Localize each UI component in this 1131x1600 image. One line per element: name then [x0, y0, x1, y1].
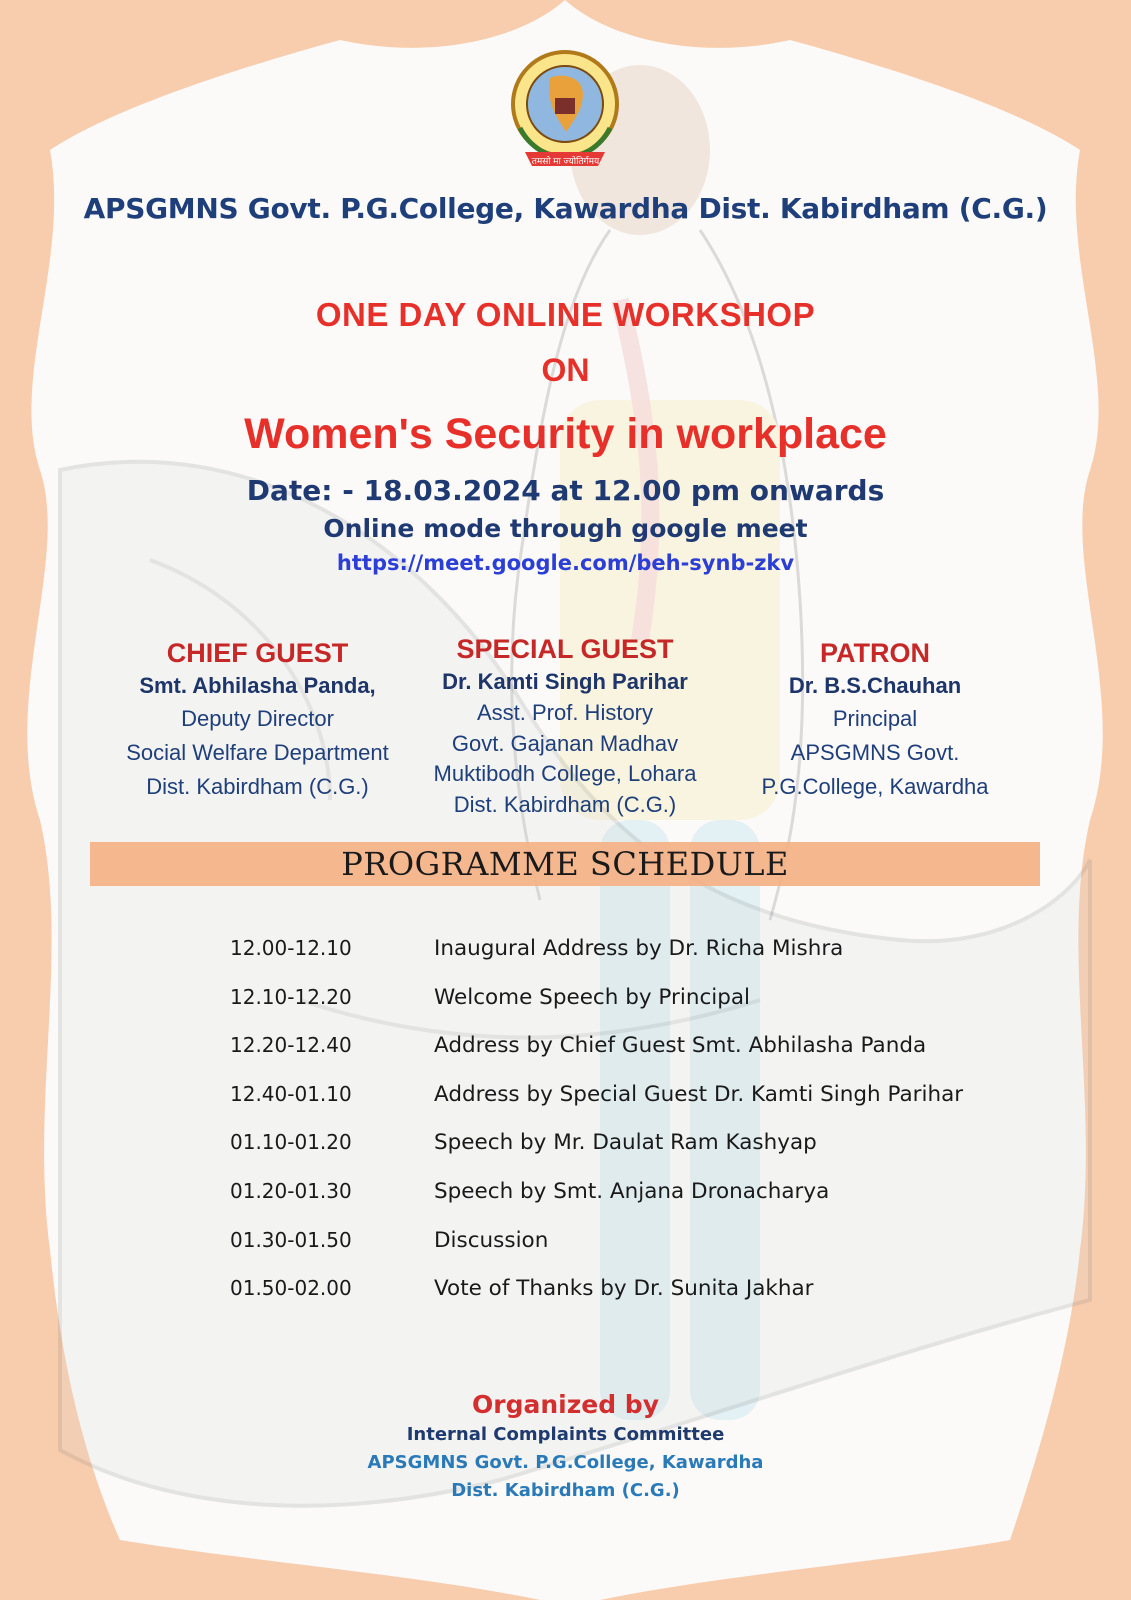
special-guest-line: Muktibodh College, Lohara: [433, 761, 697, 786]
organizer-college: APSGMNS Govt. P.G.College, Kawardha: [367, 1452, 764, 1473]
chief-guest-heading: CHIEF GUEST: [166, 638, 349, 668]
workshop-date: Date: - 18.03.2024 at 12.00 pm onwards: [246, 474, 885, 507]
patron-line: Principal: [832, 706, 918, 731]
schedule-row: [0, 1276, 1131, 1316]
meet-link[interactable]: https://meet.google.com/beh-synb-zkv: [336, 551, 795, 575]
schedule-row: [0, 1228, 1131, 1268]
schedule-title: PROGRAMME SCHEDULE: [341, 845, 789, 883]
schedule-activity: Address by Chief Guest Smt. Abhilasha Panda: [434, 1033, 927, 1059]
schedule-row: [0, 936, 1131, 976]
patron-heading: PATRON: [820, 638, 930, 668]
chief-guest-line: Dist. Kabirdham (C.G.): [146, 774, 369, 799]
chief-guest-name: Smt. Abhilasha Panda,: [139, 673, 376, 698]
schedule-time: 12.40-01.10: [230, 1081, 352, 1106]
schedule-time: 12.00-12.10: [230, 936, 352, 960]
special-guest-line: Dist. Kabirdham (C.G.): [453, 791, 677, 817]
schedule-time: 01.10-01.20: [230, 1130, 352, 1155]
logo-motto: तमसो मा ज्योतिर्गमय: [531, 156, 600, 166]
schedule-time: 12.10-12.20: [230, 984, 352, 1009]
organizer-district: Dist. Kabirdham (C.G.): [451, 1480, 680, 1501]
chief-guest-line: Deputy Director: [181, 706, 334, 731]
schedule-activity: Inaugural Address by Dr. Richa Mishra: [434, 936, 844, 961]
patron-line: P.G.College, Kawardha: [761, 774, 989, 799]
schedule-time: 01.50-02.00: [230, 1276, 352, 1301]
college-name: APSGMNS Govt. P.G.College, Kawardha Dist. Kabirdham (C.G.): [83, 192, 1048, 225]
schedule-row: [0, 1033, 1131, 1073]
schedule-row: [0, 985, 1131, 1025]
special-guest-line: Govt. Gajanan Madhav: [451, 730, 679, 756]
workshop-heading: ONE DAY ONLINE WORKSHOP: [315, 296, 816, 333]
organizer-committee: Internal Complaints Committee: [406, 1424, 725, 1445]
schedule-row: [0, 1179, 1131, 1219]
special-guest-name: Dr. Kamti Singh Parihar: [442, 669, 688, 694]
special-guest-heading: SPECIAL GUEST: [456, 634, 674, 664]
schedule-activity: Welcome Speech by Principal: [434, 984, 751, 1010]
schedule-row: [0, 1082, 1131, 1122]
schedule-time: 01.30-01.50: [230, 1227, 352, 1252]
special-guest-line: Asst. Prof. History: [476, 700, 654, 725]
special-guest-block: [420, 632, 710, 820]
workshop-mode: Online mode through google meet: [323, 514, 808, 543]
schedule-activity: Speech by Mr. Daulat Ram Kashyap: [434, 1130, 817, 1156]
organized-by-label: Organized by: [471, 1390, 659, 1419]
schedule-activity: Address by Special Guest Dr. Kamti Singh Parihar: [434, 1081, 964, 1107]
patron-line: APSGMNS Govt.: [790, 740, 960, 765]
schedule-activity: Discussion: [434, 1227, 549, 1253]
schedule-activity: Speech by Smt. Anjana Dronacharya: [434, 1179, 830, 1204]
patron-name: Dr. B.S.Chauhan: [788, 673, 962, 698]
chief-guest-line: Social Welfare Department: [126, 740, 389, 765]
chief-guest-block: [110, 636, 405, 804]
patron-block: [740, 636, 1010, 804]
schedule-time: 12.20-12.40: [230, 1033, 352, 1058]
workshop-title: Women's Security in workplace: [244, 410, 887, 458]
schedule-time: 01.20-01.30: [230, 1179, 352, 1203]
schedule-activity: Vote of Thanks by Dr. Sunita Jakhar: [434, 1276, 814, 1302]
schedule-row: [0, 1130, 1131, 1170]
workshop-on: ON: [541, 352, 590, 388]
